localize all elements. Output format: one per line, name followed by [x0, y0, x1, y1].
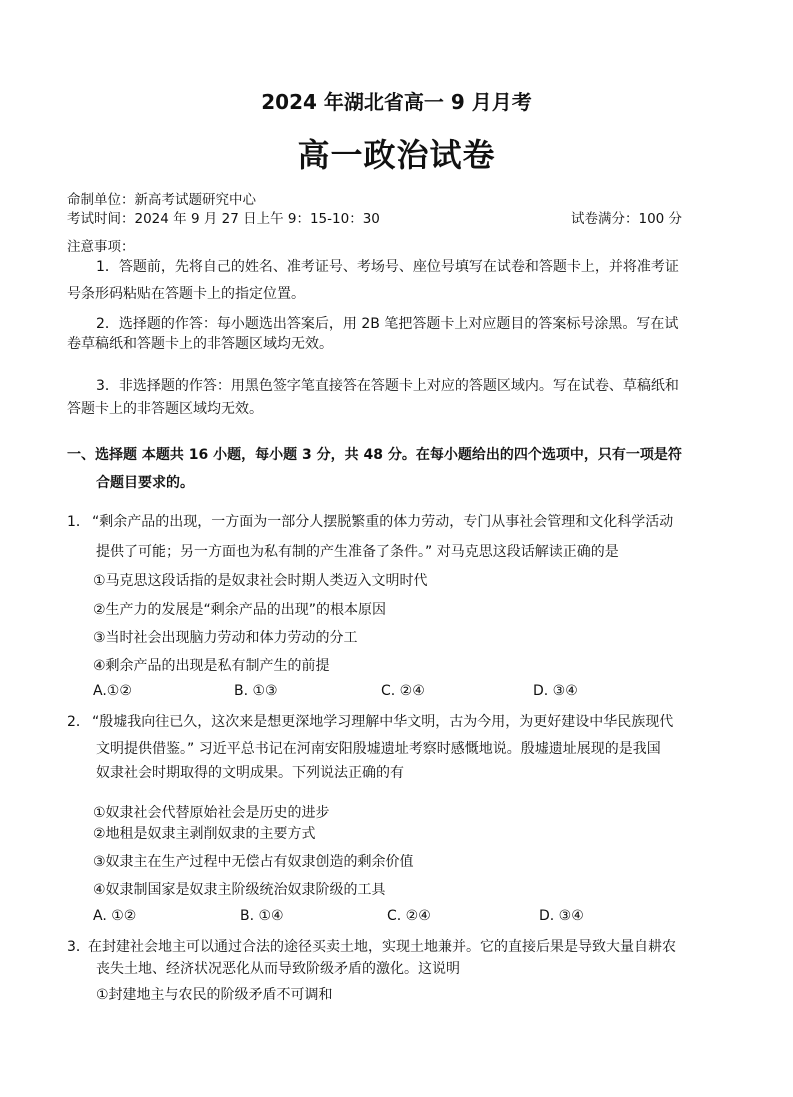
q2-stem-line-2: 文明提供借鉴。” 习近平总书记在河南安阳殷墟遗址考察时感慨地说。殷墟遗址展现的是我国 — [96, 741, 661, 757]
q2-statement-1: ①奴隶社会代替原始社会是历史的进步 — [93, 805, 330, 821]
exam-subtitle: 2024 年湖北省高一 9 月月考 — [261, 90, 532, 114]
q1-statement-4: ④剩余产品的出现是私有制产生的前提 — [93, 658, 330, 674]
note-1-line-1: 1．答题前，先将自己的姓名、准考证号、考场号、座位号填写在试卷和答题卡上，并将准考证 — [96, 259, 679, 275]
exam-time: 考试时间：2024 年 9 月 27 日上午 9：15-10：30 — [67, 211, 380, 227]
q1-stem-line-1: “剩余产品的出现，一方面为一部分人摆脱繁重的体力劳动，专门从事社会管理和文化科学活动 — [92, 514, 674, 530]
q2-stem-line-1: “殷墟我向往已久，这次来是想更深地学习理解中华文明，古为今用，为更好建设中华民族现代 — [92, 714, 674, 730]
section-1-heading-line-1: 一、选择题 本题共 16 小题，每小题 3 分，共 48 分。在每小题给出的四个选项中，只有一项是符 — [67, 447, 682, 463]
q2-statement-2: ②地租是奴隶主剥削奴隶的主要方式 — [93, 826, 316, 842]
q2-statement-4: ④奴隶制国家是奴隶主阶级统治奴隶阶级的工具 — [93, 882, 386, 898]
notes-heading: 注意事项： — [67, 239, 135, 255]
q3-number: 3． — [67, 939, 90, 955]
note-3-line-2: 答题卡上的非答题区域均无效。 — [67, 401, 263, 417]
q2-statement-3: ③奴隶主在生产过程中无偿占有奴隶创造的剩余价值 — [93, 854, 414, 870]
q2-stem-line-3: 奴隶社会时期取得的文明成果。下列说法正确的有 — [96, 765, 404, 781]
q1-option-a: A.①② — [93, 683, 132, 699]
note-2-line-1: 2．选择题的作答：每小题选出答案后，用 2B 笔把答题卡上对应题目的答案标号涂黑。写在试 — [96, 316, 679, 332]
q1-statement-2: ②生产力的发展是“剩余产品的出现”的根本原因 — [93, 602, 387, 618]
q2-option-c: C. ②④ — [387, 908, 431, 924]
q1-option-c: C. ②④ — [381, 683, 425, 699]
q1-statement-1: ①马克思这段话指的是奴隶社会时期人类迈入文明时代 — [93, 573, 428, 589]
q3-stem-line-1: 在封建社会地主可以通过合法的途径买卖土地，实现土地兼并。它的直接后果是导致大量自耕农 — [88, 939, 676, 955]
note-3-line-1: 3．非选择题的作答：用黑色签字笔直接答在答题卡上对应的答题区域内。写在试卷、草稿纸和 — [96, 378, 679, 394]
exam-title: 高一政治试卷 — [297, 136, 496, 174]
q2-option-d: D. ③④ — [539, 908, 584, 924]
q2-option-b: B. ①④ — [240, 908, 284, 924]
q1-stem-line-2: 提供了可能；另一方面也为私有制的产生准备了条件。” 对马克思这段话解读正确的是 — [96, 544, 619, 560]
full-score: 试卷满分：100 分 — [571, 211, 683, 227]
q3-statement-1: ①封建地主与农民的阶级矛盾不可调和 — [96, 987, 333, 1003]
q2-option-a: A. ①② — [93, 908, 137, 924]
note-1-line-2: 号条形码粘贴在答题卡上的指定位置。 — [67, 286, 305, 302]
section-1-heading-line-2: 合题目要求的。 — [96, 475, 194, 491]
q1-option-b: B. ①③ — [234, 683, 278, 699]
q2-number: 2． — [67, 714, 90, 730]
note-2-line-2: 卷草稿纸和答题卡上的非答题区域均无效。 — [67, 336, 333, 352]
q1-number: 1． — [67, 514, 90, 530]
setting-unit: 命制单位：新高考试题研究中心 — [67, 192, 256, 208]
q1-statement-3: ③当时社会出现脑力劳动和体力劳动的分工 — [93, 630, 358, 646]
q3-stem-line-2: 丧失土地、经济状况恶化从而导致阶级矛盾的激化。这说明 — [96, 961, 460, 977]
q1-option-d: D. ③④ — [533, 683, 578, 699]
